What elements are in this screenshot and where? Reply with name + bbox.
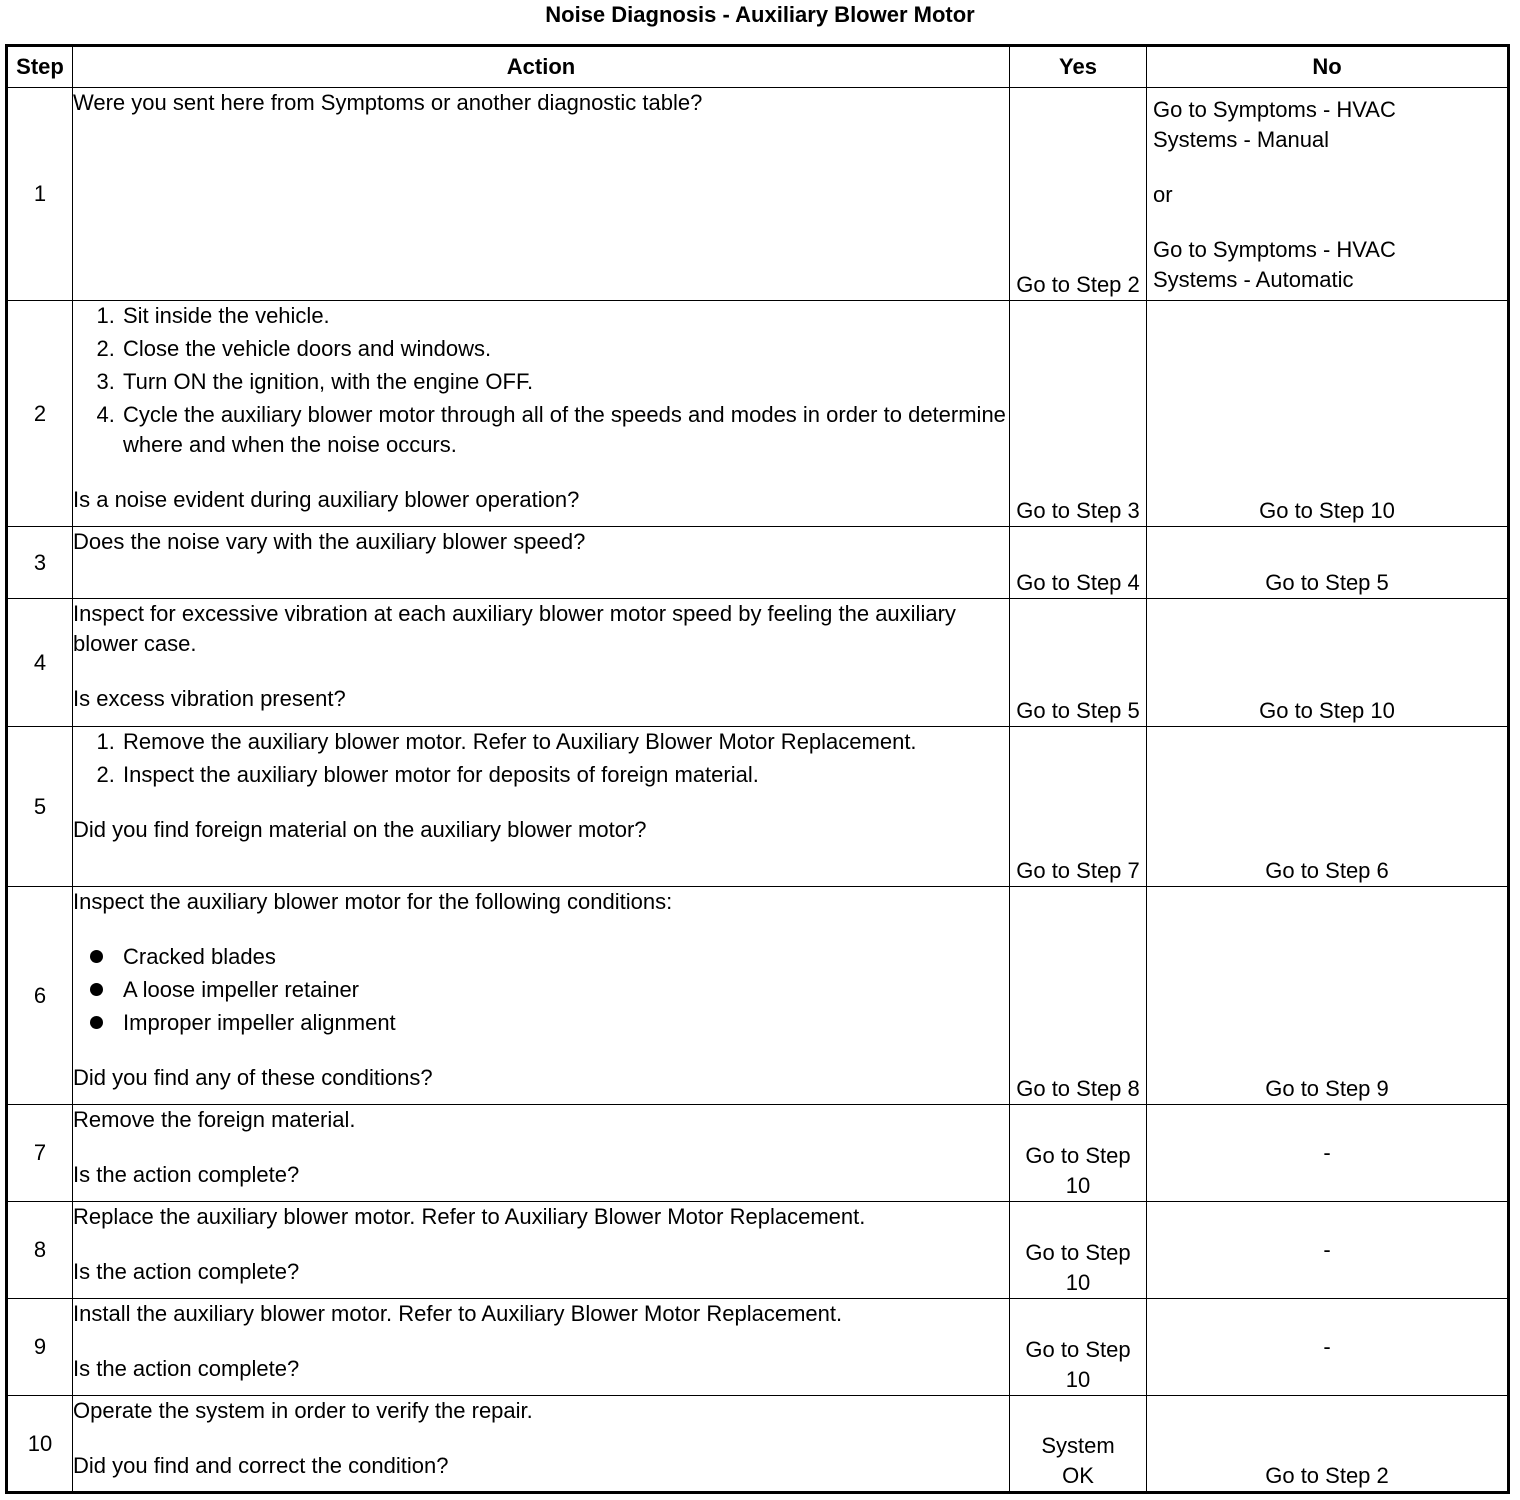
no-result: - bbox=[1323, 1237, 1331, 1262]
action-steps-list bbox=[73, 301, 1009, 460]
step-number: 7 bbox=[7, 1105, 73, 1202]
no-result: Go to Step 5 bbox=[1265, 570, 1389, 595]
table-row bbox=[7, 887, 1509, 1105]
no-result: - bbox=[1323, 1334, 1331, 1359]
yes-cell bbox=[1010, 599, 1147, 727]
list-item: 1. Sit inside the vehicle. bbox=[121, 301, 1009, 331]
no-result: Go to Step 2 bbox=[1265, 1463, 1389, 1488]
bullet-icon bbox=[90, 1016, 103, 1029]
action-question: Is the action complete? bbox=[73, 1356, 300, 1381]
action-question: Is a noise evident during auxiliary blower operation? bbox=[73, 487, 580, 512]
yes-result: Go to Step 7 bbox=[1016, 858, 1140, 883]
page-title: Noise Diagnosis - Auxiliary Blower Motor bbox=[545, 2, 975, 27]
action-question: Does the noise vary with the auxiliary blower speed? bbox=[73, 529, 586, 554]
conditions-list bbox=[73, 942, 1009, 1038]
step-number: 8 bbox=[7, 1202, 73, 1299]
step-number: 6 bbox=[7, 887, 73, 1105]
header-action: Action bbox=[73, 46, 1010, 88]
action-text: Install the auxiliary blower motor. Refer to Auxiliary Blower Motor Replacement. bbox=[73, 1301, 843, 1326]
step-number: 9 bbox=[7, 1299, 73, 1396]
header-step: Step bbox=[7, 46, 73, 88]
action-cell bbox=[73, 301, 1010, 527]
list-item bbox=[121, 942, 1009, 972]
condition-text: Cracked blades bbox=[123, 944, 276, 969]
action-cell bbox=[73, 1299, 1010, 1396]
action-question: Is the action complete? bbox=[73, 1259, 300, 1284]
yes-cell bbox=[1010, 887, 1147, 1105]
table-row bbox=[7, 527, 1509, 599]
action-question: Did you find any of these conditions? bbox=[73, 1065, 433, 1090]
no-cell bbox=[1147, 1299, 1509, 1396]
bullet-icon bbox=[90, 950, 103, 963]
list-item: 2. Inspect the auxiliary blower motor for deposits of foreign material. bbox=[121, 760, 921, 790]
no-result: Go to Step 6 bbox=[1265, 858, 1389, 883]
no-cell bbox=[1147, 88, 1509, 301]
action-text: Inspect for excessive vibration at each auxiliary blower motor speed by feeling the auxiliary blower case. bbox=[73, 601, 956, 656]
yes-cell bbox=[1010, 1396, 1147, 1493]
no-cell bbox=[1147, 727, 1509, 887]
action-cell bbox=[73, 88, 1010, 301]
step-number: 5 bbox=[7, 727, 73, 887]
yes-result: Go to Step 2 bbox=[1016, 272, 1140, 297]
yes-cell bbox=[1010, 527, 1147, 599]
condition-text: Improper impeller alignment bbox=[123, 1010, 396, 1035]
yes-result: Go to Step 3 bbox=[1016, 498, 1140, 523]
action-text: Inspect the auxiliary blower motor for the following conditions: bbox=[73, 889, 673, 914]
no-result: Go to Step 10 bbox=[1259, 498, 1395, 523]
no-cell bbox=[1147, 1396, 1509, 1493]
action-question: Were you sent here from Symptoms or another diagnostic table? bbox=[73, 90, 703, 115]
list-item bbox=[121, 975, 1009, 1005]
table-row bbox=[7, 88, 1509, 301]
action-text: Remove the foreign material. bbox=[73, 1107, 356, 1132]
no-cell bbox=[1147, 1202, 1509, 1299]
no-result: - bbox=[1323, 1140, 1331, 1165]
header-no: No bbox=[1147, 46, 1509, 88]
list-item bbox=[121, 1008, 1009, 1038]
table-row bbox=[7, 1396, 1509, 1493]
yes-result: Go to Step 4 bbox=[1016, 570, 1140, 595]
action-question: Is excess vibration present? bbox=[73, 686, 346, 711]
no-cell bbox=[1147, 599, 1509, 727]
yes-cell bbox=[1010, 301, 1147, 527]
step-number: 3 bbox=[7, 527, 73, 599]
header-yes: Yes bbox=[1010, 46, 1147, 88]
action-cell bbox=[73, 599, 1010, 727]
yes-result: Go to Step 5 bbox=[1016, 698, 1140, 723]
bullet-icon bbox=[90, 983, 103, 996]
list-item: 2. Close the vehicle doors and windows. bbox=[121, 334, 1009, 364]
yes-cell bbox=[1010, 1202, 1147, 1299]
no-cell bbox=[1147, 1105, 1509, 1202]
action-cell bbox=[73, 1396, 1010, 1493]
action-text: Operate the system in order to verify the repair. bbox=[73, 1398, 533, 1423]
yes-result: Go to Step 10 bbox=[1025, 1337, 1131, 1392]
no-cell bbox=[1147, 527, 1509, 599]
action-cell bbox=[73, 1202, 1010, 1299]
action-cell bbox=[73, 727, 1010, 887]
step-number: 4 bbox=[7, 599, 73, 727]
no-result: Go to Step 10 bbox=[1259, 698, 1395, 723]
yes-result: Go to Step 10 bbox=[1025, 1143, 1131, 1198]
table-row bbox=[7, 1202, 1509, 1299]
yes-result: System OK bbox=[1041, 1433, 1115, 1488]
step-number: 2 bbox=[7, 301, 73, 527]
action-cell bbox=[73, 527, 1010, 599]
diagnostic-table bbox=[5, 44, 1510, 1494]
table-row bbox=[7, 1299, 1509, 1396]
yes-cell bbox=[1010, 1299, 1147, 1396]
yes-cell bbox=[1010, 727, 1147, 887]
action-cell bbox=[73, 887, 1010, 1105]
no-result: Go to Step 9 bbox=[1265, 1076, 1389, 1101]
action-question: Did you find foreign material on the auxiliary blower motor? bbox=[73, 817, 647, 842]
table-row bbox=[7, 599, 1509, 727]
list-item: 3. Turn ON the ignition, with the engine OFF. bbox=[121, 367, 1009, 397]
no-cell bbox=[1147, 301, 1509, 527]
step-number: 1 bbox=[7, 88, 73, 301]
condition-text: A loose impeller retainer bbox=[123, 977, 360, 1002]
no-result-automatic: Go to Symptoms - HVAC Systems - Automatic bbox=[1153, 237, 1396, 292]
action-text: Replace the auxiliary blower motor. Refer to Auxiliary Blower Motor Replacement. bbox=[73, 1204, 866, 1229]
action-question: Is the action complete? bbox=[73, 1162, 300, 1187]
yes-cell bbox=[1010, 1105, 1147, 1202]
no-result-manual: Go to Symptoms - HVAC Systems - Manual bbox=[1153, 97, 1396, 152]
no-result-or: or bbox=[1153, 182, 1173, 207]
yes-result: Go to Step 8 bbox=[1016, 1076, 1140, 1101]
list-item: 1. Remove the auxiliary blower motor. Refer to Auxiliary Blower Motor Replacement. bbox=[121, 727, 921, 757]
action-question: Did you find and correct the condition? bbox=[73, 1453, 449, 1478]
table-row bbox=[7, 1105, 1509, 1202]
table-row bbox=[7, 727, 1509, 887]
list-item: 4. Cycle the auxiliary blower motor through all of the speeds and modes in order to determine where and when the noise occurs. bbox=[121, 400, 1009, 460]
yes-cell bbox=[1010, 88, 1147, 301]
action-steps-list bbox=[73, 727, 921, 790]
yes-result: Go to Step 10 bbox=[1025, 1240, 1131, 1295]
no-cell bbox=[1147, 887, 1509, 1105]
action-cell bbox=[73, 1105, 1010, 1202]
header-row bbox=[7, 46, 1509, 88]
step-number: 10 bbox=[7, 1396, 73, 1493]
table-row bbox=[7, 301, 1509, 527]
